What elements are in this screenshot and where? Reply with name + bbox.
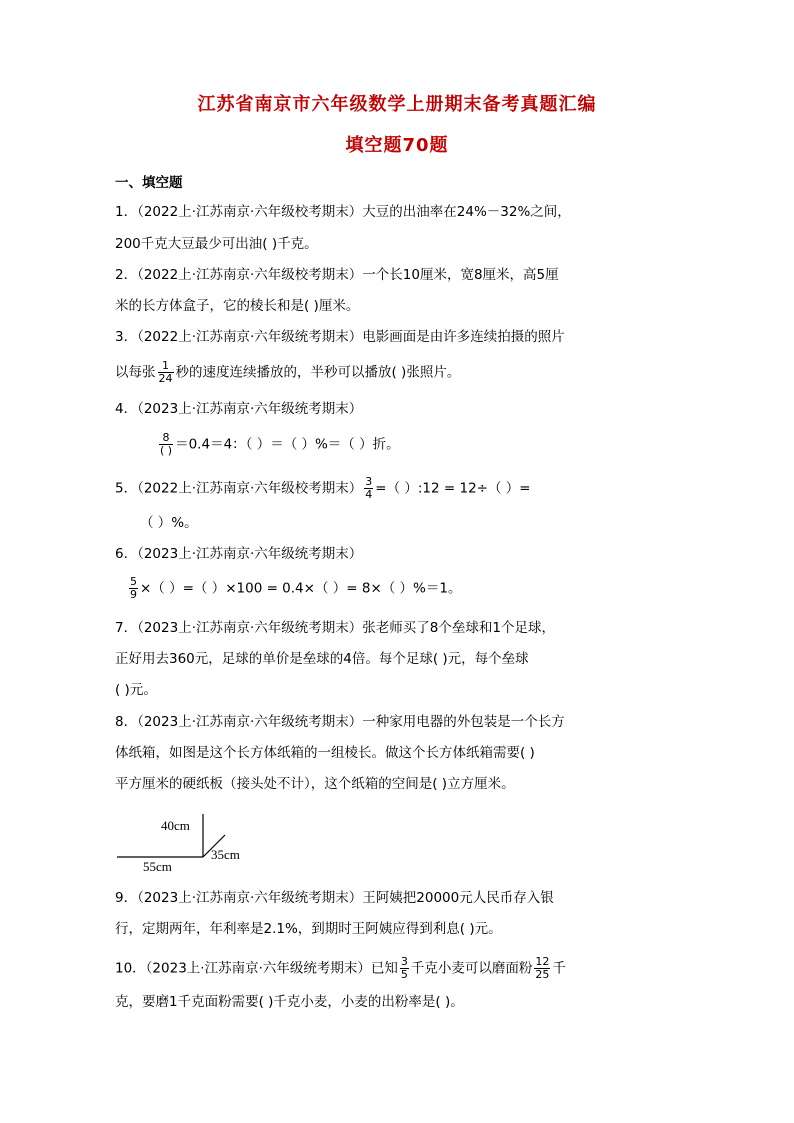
question-3-text-pre: 以每张 — [115, 364, 156, 381]
question-8-line-2: 体纸箱，如图是这个长方体纸箱的一组棱长。做这个长方体纸箱需要( ) — [115, 745, 535, 761]
fraction-numerator: 12 — [535, 955, 550, 968]
question-6-line-2 — [127, 576, 461, 601]
fraction-denominator: ( ) — [160, 444, 173, 457]
label-length: 55cm — [143, 859, 172, 874]
fraction-1-24 — [158, 360, 174, 385]
question-10-text-pre: 10．（2023上·江苏南京·六年级统考期末）已知 — [115, 960, 398, 977]
label-width: 35cm — [211, 847, 240, 862]
fraction-numerator: 5 — [130, 575, 137, 588]
question-10-text-mid: 千克小麦可以磨面粉 — [410, 960, 533, 977]
page-title: 江苏省南京市六年级数学上册期末备考真题汇编 — [197, 94, 597, 115]
fraction-denominator: 5 — [400, 968, 408, 981]
question-3-line-1: 3．（2022上·江苏南京·六年级统考期末）电影画面是由许多连续拍摄的照片 — [115, 329, 565, 345]
question-9-line-2: 行，定期两年，年利率是2.1%，到期时王阿姨应得到利息( )元。 — [115, 921, 502, 937]
question-5-equation: =（ ）:12 = 12÷（ ）= — [375, 480, 531, 497]
fraction-3-4 — [364, 476, 373, 501]
question-5-line-1 — [115, 476, 531, 501]
box-edge-diagram — [115, 812, 265, 874]
fraction-12-25 — [534, 956, 550, 981]
question-10-line-1 — [115, 956, 566, 981]
fraction-denominator: 24 — [158, 372, 173, 385]
question-5-source: 5．（2022上·江苏南京·六年级校考期末） — [115, 480, 363, 497]
fraction-numerator: 3 — [365, 475, 373, 488]
question-4-line-1: 4．（2023上·江苏南京·六年级统考期末） — [115, 401, 363, 417]
fraction-numerator: 1 — [158, 360, 174, 373]
question-1-line-2: 200千克大豆最少可出油( )千克。 — [115, 236, 318, 252]
fraction-3-5 — [400, 956, 409, 981]
question-7-line-2: 正好用去360元，足球的单价是垒球的4倍。每个足球( )元，每个垒球 — [115, 651, 529, 667]
fraction-numerator: 8 — [159, 432, 173, 445]
question-7-line-1: 7．（2023上·江苏南京·六年级统考期末）张老师买了8个垒球和1个足球， — [115, 620, 555, 636]
question-4-equation: ＝0.4＝4：（ ）＝（ ）%＝（ ）折。 — [175, 436, 400, 453]
question-6-line-1: 6．（2023上·江苏南京·六年级统考期末） — [115, 546, 363, 562]
fraction-denominator: 25 — [535, 968, 550, 981]
question-2-line-2: 米的长方体盒子，它的棱长和是( )厘米。 — [115, 298, 360, 314]
question-8-line-1: 8．（2023上·江苏南京·六年级统考期末）一种家用电器的外包装是一个长方 — [115, 714, 565, 730]
question-3-text-post: 秒的速度连续播放的，半秒可以播放( )张照片。 — [175, 364, 461, 381]
question-10-text-post: 千 — [552, 960, 566, 977]
page-subtitle: 填空题70题 — [345, 135, 449, 156]
question-9-line-1: 9．（2023上·江苏南京·六年级统考期末）王阿姨把20000元人民币存入银 — [115, 890, 554, 906]
question-1-line-1: 1．（2022上·江苏南京·六年级校考期末）大豆的出油率在24%－32%之间， — [115, 204, 571, 220]
fraction-denominator: 9 — [130, 588, 137, 601]
question-6-equation: ×（ ）=（ ）×100 = 0.4×（ ）= 8×（ ）%＝1。 — [140, 580, 462, 597]
question-4-line-2 — [157, 432, 400, 457]
question-8-line-3: 平方厘米的硬纸板（接头处不计），这个纸箱的空间是( )立方厘米。 — [115, 776, 515, 792]
question-2-line-1: 2．（2022上·江苏南京·六年级校考期末）一个长10厘米，宽8厘米，高5厘 — [115, 267, 559, 283]
question-3-line-2 — [115, 360, 460, 385]
fraction-8-blank — [159, 432, 173, 457]
section-heading: 一、填空题 — [115, 175, 183, 191]
question-10-line-2: 克，要磨1千克面粉需要( )千克小麦，小麦的出粉率是( )。 — [115, 994, 464, 1010]
label-height: 40cm — [161, 818, 190, 833]
fraction-5-9 — [129, 576, 138, 601]
question-5-line-2: （ ）%。 — [140, 515, 198, 531]
fraction-denominator: 4 — [365, 488, 373, 501]
question-7-line-3: ( )元。 — [115, 682, 157, 698]
fraction-numerator: 3 — [400, 955, 408, 968]
